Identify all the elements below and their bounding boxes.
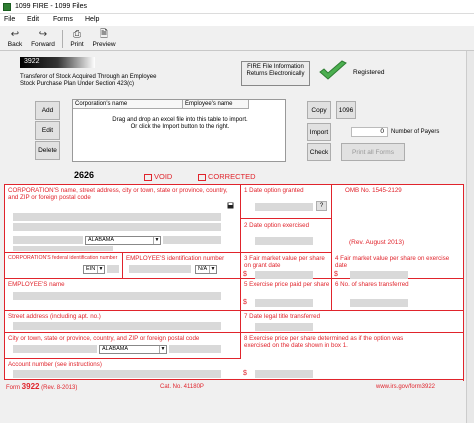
corp-fid-field[interactable]: [107, 265, 119, 273]
box4-dollar: $: [334, 271, 338, 278]
ein-select[interactable]: [83, 265, 105, 274]
payers-label: Number of Payers: [391, 129, 440, 135]
form-description: Transferor of Stock Acquired Through an Employee Stock Purchase Plan Under Section 423(c): [20, 74, 157, 87]
box5-label: 5 Exercise price paid per share: [244, 281, 330, 288]
void-label: VOID: [154, 172, 173, 181]
checkmark-icon: [318, 60, 348, 82]
box5-dollar: $: [243, 299, 247, 306]
chevron-down-icon: ▼: [210, 266, 216, 272]
ein-value: EIN: [86, 266, 96, 272]
form-footer-id: [6, 382, 77, 391]
toolbar-separator: [62, 30, 63, 48]
void-box[interactable]: [144, 174, 152, 181]
form-3922: [4, 184, 464, 380]
box3-field[interactable]: [255, 271, 313, 279]
column-corporation-name[interactable]: Corporation's name: [73, 100, 183, 109]
save-icon[interactable]: [227, 202, 234, 209]
box8-label: 8 Exercise price per share determined as if the option was exercised on the date shown in box 1.: [244, 335, 404, 349]
box7-field[interactable]: [255, 323, 313, 331]
box4-field[interactable]: [350, 271, 408, 279]
payers-count: 0: [351, 127, 388, 137]
box1-date-field[interactable]: [255, 203, 313, 211]
corrected-box[interactable]: [198, 174, 206, 181]
title-bar: [0, 0, 474, 14]
box1-help-button[interactable]: ?: [316, 201, 327, 211]
add-button[interactable]: Add: [35, 101, 60, 120]
preview-button[interactable]: [91, 28, 117, 50]
omb-number: OMB No. 1545-2129: [345, 187, 402, 194]
registered-status: Registered: [353, 69, 385, 76]
back-label: Back: [7, 41, 23, 48]
box3-dollar: $: [243, 271, 247, 278]
menu-help[interactable]: Help: [85, 16, 100, 23]
preview-label: Preview: [92, 41, 116, 48]
na-select[interactable]: [195, 265, 217, 274]
form-code-banner: 3922: [20, 57, 95, 68]
corporation-label: CORPORATION'S name, street address, city or town, state or province, country, and ZIP or foreign postal code: [8, 187, 228, 201]
forward-label: Forward: [31, 41, 55, 48]
back-arrow-icon: ↩: [10, 29, 20, 40]
forward-button[interactable]: [29, 28, 57, 50]
street-label: Street address (including apt. no.): [8, 313, 101, 320]
box3-label: 3 Fair market value per share on grant date: [244, 255, 325, 269]
window-title: 1099 FIRE - 1099 Files: [15, 3, 87, 10]
menu-file[interactable]: File: [4, 16, 16, 23]
column-employee-name[interactable]: Employee's name: [183, 100, 249, 109]
edit-button[interactable]: Edit: [35, 121, 60, 140]
printer-icon: ⎙: [73, 29, 81, 40]
box1-label: 1 Date option granted: [244, 187, 304, 194]
corporation-zip-field[interactable]: [163, 236, 221, 244]
print-button[interactable]: [67, 28, 87, 50]
back-button[interactable]: [5, 28, 25, 50]
app-icon: [3, 3, 11, 11]
city-state-value: ALABAMA: [102, 346, 128, 352]
corporation-state-value: ALABAMA: [88, 237, 114, 243]
delete-button[interactable]: Delete: [35, 141, 60, 160]
corporation-city-field[interactable]: [13, 236, 83, 244]
1096-button[interactable]: 1096: [336, 101, 356, 119]
footer-revision: (Rev. 8-2013): [41, 385, 78, 391]
drop-hint-line1: Drag and drop an excel file into this table to import.: [112, 117, 248, 123]
account-label: Account number (see instructions): [8, 361, 102, 368]
corrected-checkbox[interactable]: [198, 172, 256, 181]
emp-id-field[interactable]: [129, 265, 191, 273]
street-field[interactable]: [13, 322, 221, 330]
footer-form-number: 3922: [21, 382, 40, 391]
na-value: N/A: [198, 266, 208, 272]
drop-hint: [73, 117, 287, 131]
box8-dollar: $: [243, 370, 247, 377]
copy-button[interactable]: Copy: [307, 101, 331, 119]
city-label: City or town, state or province, country, and ZIP or foreign postal code: [8, 335, 200, 342]
box2-label: 2 Date option exercised: [244, 222, 310, 229]
toolbar: [0, 27, 474, 51]
city-zip-field[interactable]: [169, 345, 221, 353]
box6-field[interactable]: [350, 299, 408, 307]
void-checkbox[interactable]: [144, 172, 172, 181]
box6-label: 6 No. of shares transferred: [335, 281, 409, 288]
box8-field[interactable]: [255, 370, 313, 378]
city-field[interactable]: [13, 345, 97, 353]
preview-icon: 🗎: [99, 29, 109, 40]
footer-form-label: Form: [6, 385, 20, 391]
employee-name-label: EMPLOYEE'S name: [8, 281, 65, 288]
chevron-down-icon: ▼: [160, 346, 166, 352]
city-state-select[interactable]: [99, 345, 167, 354]
import-button[interactable]: Import: [307, 123, 331, 141]
footer-catalog: Cat. No. 41180P: [160, 384, 204, 390]
vertical-scrollbar[interactable]: [466, 51, 474, 423]
form-number-stamp: 2626: [74, 170, 95, 180]
revision-date: (Rev. August 2013): [349, 239, 405, 246]
box2-date-field[interactable]: [255, 237, 313, 245]
fire-button[interactable]: FIRE File Information Returns Electronically: [241, 61, 310, 86]
emp-id-label: EMPLOYEE'S identification number: [126, 255, 225, 262]
box5-field[interactable]: [255, 299, 313, 307]
forward-arrow-icon: ↪: [38, 29, 48, 40]
employee-name-field[interactable]: [13, 292, 221, 300]
footer-url: www.irs.gov/form3922: [376, 384, 436, 390]
check-button[interactable]: Check: [307, 143, 331, 161]
menu-forms[interactable]: Forms: [53, 16, 73, 23]
chevron-down-icon: ▼: [98, 266, 104, 272]
corp-fid-label: CORPORATION'S federal identification number: [8, 255, 118, 261]
box7-label: 7 Date legal title transferred: [244, 313, 321, 320]
print-label: Print: [70, 41, 84, 48]
import-drop-table[interactable]: [72, 99, 286, 162]
corporation-name-field[interactable]: [13, 213, 221, 221]
menu-edit[interactable]: Edit: [27, 16, 40, 23]
chevron-down-icon: ▼: [154, 237, 160, 243]
corporation-street-field[interactable]: [13, 223, 221, 231]
corrected-label: CORRECTED: [208, 172, 256, 181]
box4-label: 4 Fair market value per share on exercise date: [335, 255, 450, 269]
menu-bar: [0, 14, 474, 26]
account-field[interactable]: [13, 370, 221, 378]
drop-hint-line2: Or click the Import button to the right.: [130, 124, 230, 130]
print-all-forms-button[interactable]: Print all Forms: [341, 143, 405, 161]
corporation-state-select[interactable]: [85, 236, 161, 245]
corporation-country-field[interactable]: [13, 246, 113, 251]
